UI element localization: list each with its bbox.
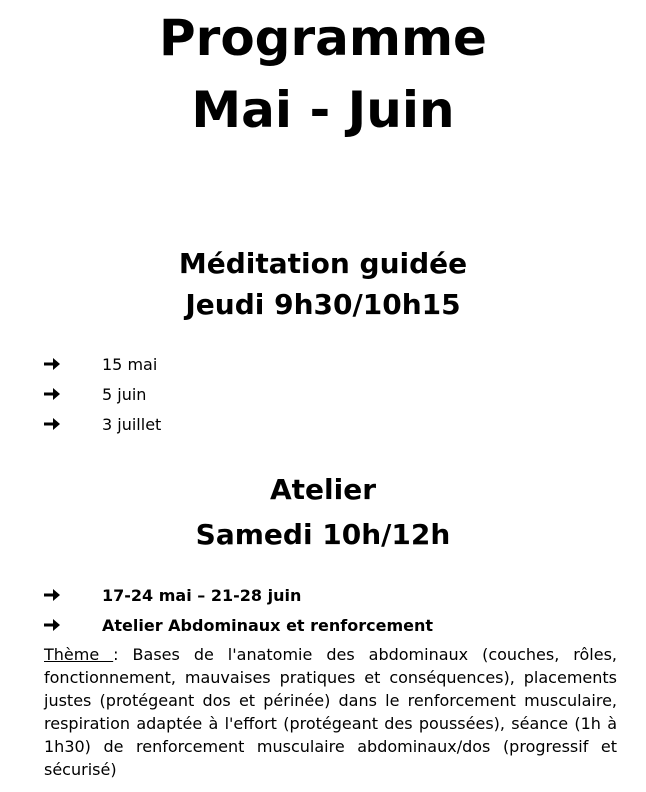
atelier-schedule: Samedi 10h/12h — [195, 518, 451, 551]
arrow-right-icon — [44, 388, 102, 400]
arrow-right-icon — [44, 619, 102, 631]
theme-description: Bases de l'anatomie des abdominaux (couches, rôles, fonctionnement, mauvaises pratiques et conséquences), placements justes (protégeant dos et périnée) dans le renforcement musculaire, respiration adaptée à l'effort (protégeant des poussées), séance (1h à 1h30) de renforcement musculaire abdominaux/dos (progressif et sécurisé) — [44, 645, 617, 779]
arrow-right-icon — [44, 358, 102, 370]
theme-separator: : — [113, 645, 133, 664]
page-subtitle: Mai - Juin — [191, 81, 455, 139]
meditation-date: 15 mai — [102, 354, 158, 374]
atelier-items-list — [44, 580, 433, 640]
meditation-heading: Méditation guidée — [178, 247, 468, 280]
list-item — [44, 349, 161, 379]
meditation-date: 3 juillet — [102, 414, 162, 434]
meditation-date: 5 juin — [102, 384, 147, 404]
list-item — [44, 409, 161, 439]
arrow-right-icon — [44, 418, 102, 430]
theme-label: Thème — [44, 645, 114, 664]
list-item — [44, 610, 433, 640]
list-item — [44, 580, 433, 610]
atelier-title: Atelier Abdominaux et renforcement — [102, 615, 434, 635]
meditation-dates-list — [44, 349, 161, 439]
atelier-theme — [44, 643, 617, 781]
list-item — [44, 379, 161, 409]
atelier-dates: 17-24 mai – 21-28 juin — [102, 585, 302, 605]
meditation-schedule: Jeudi 9h30/10h15 — [185, 288, 461, 321]
page-title: Programme — [159, 9, 487, 67]
arrow-right-icon — [44, 589, 102, 601]
atelier-heading: Atelier — [269, 473, 377, 506]
